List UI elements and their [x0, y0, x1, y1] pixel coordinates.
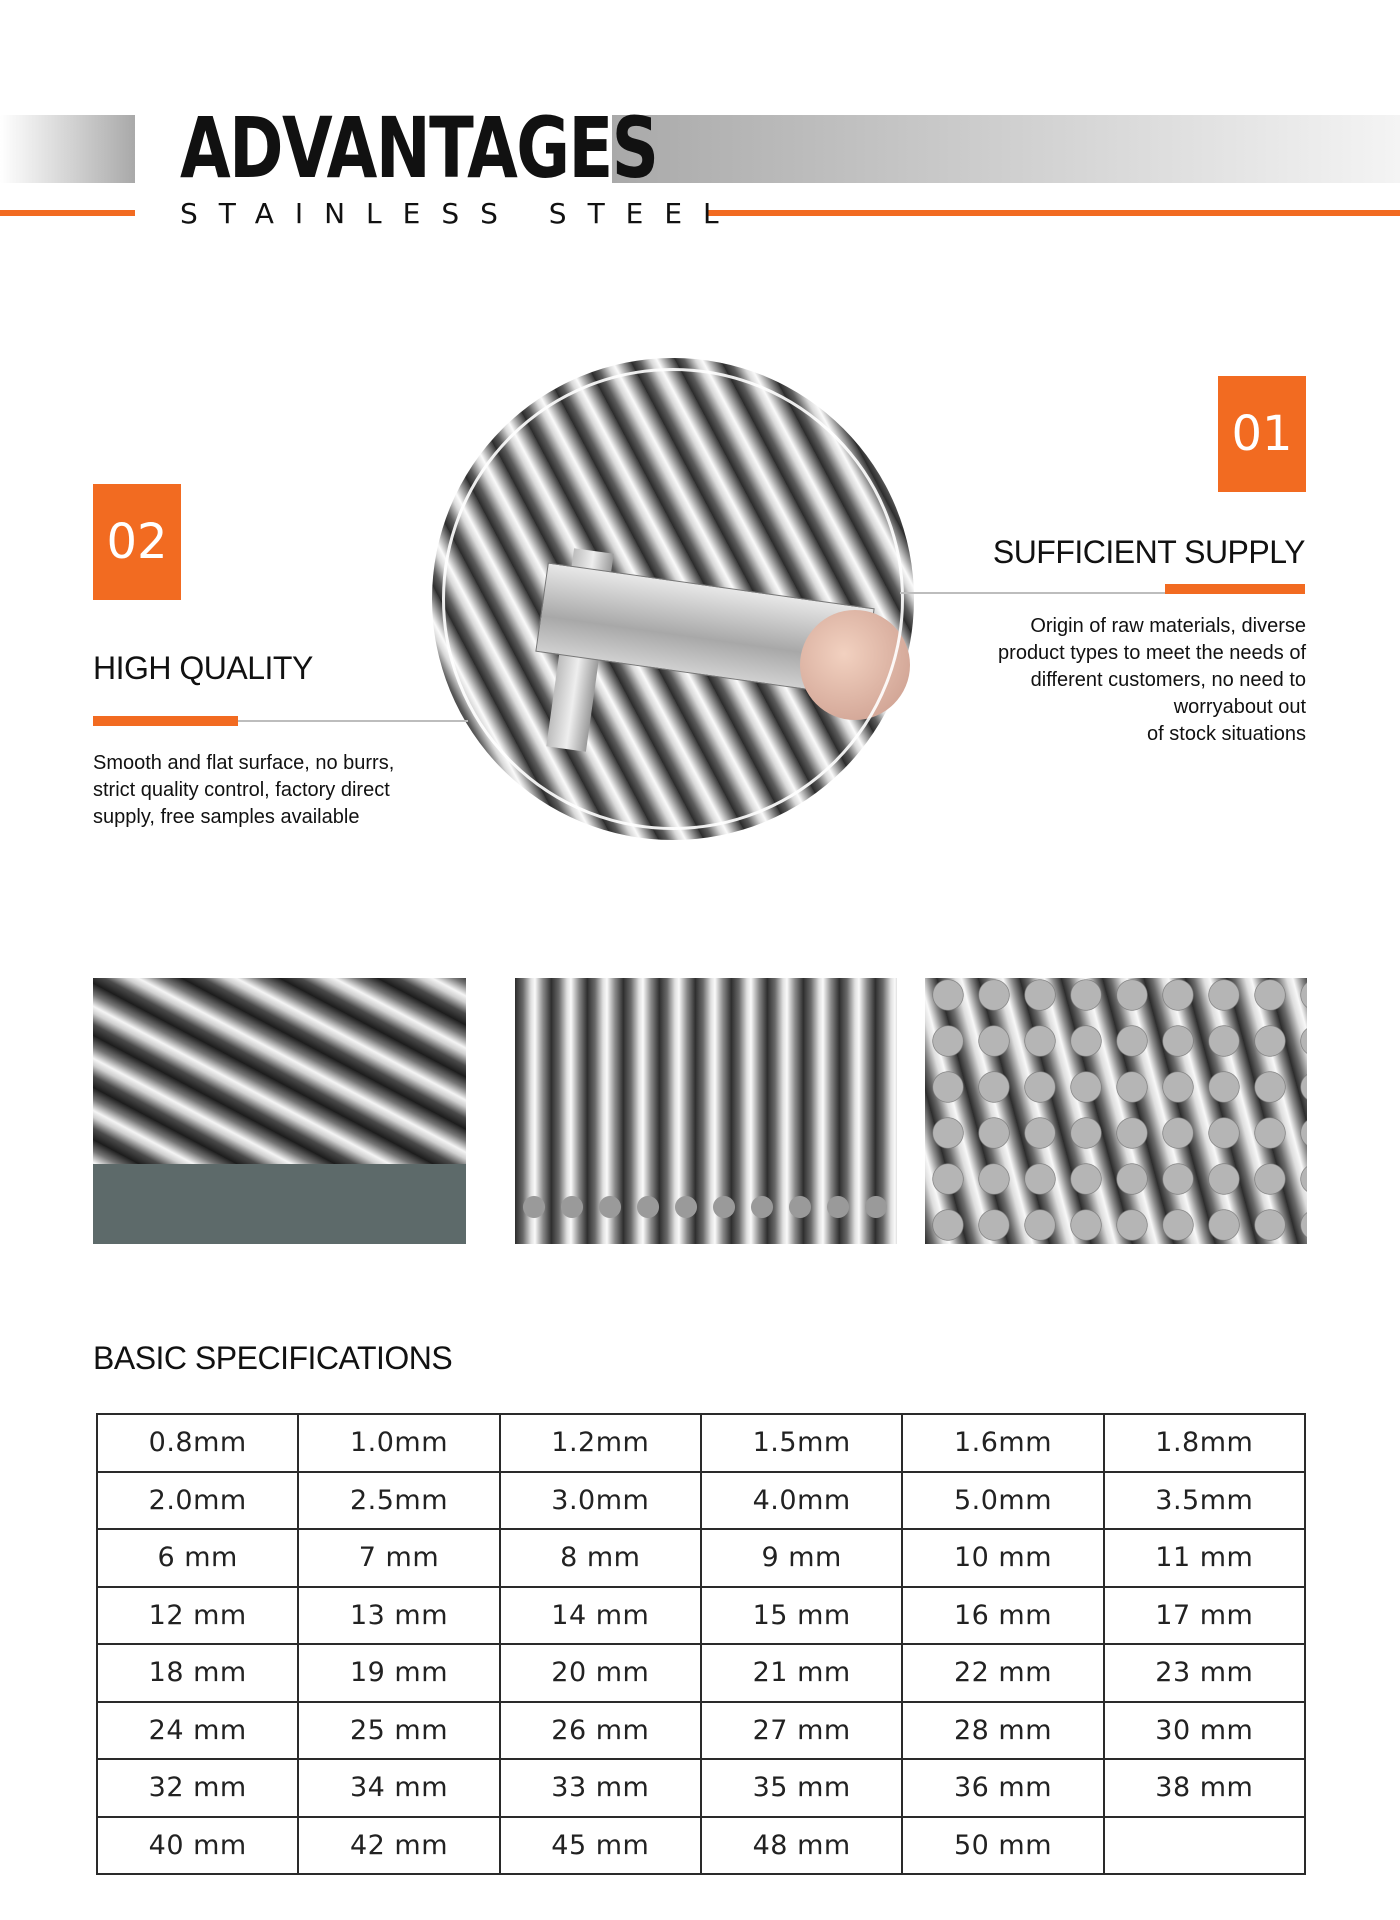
spec-cell: 17 mm	[1104, 1587, 1305, 1645]
spec-cell: 45 mm	[500, 1817, 701, 1875]
spec-cell: 21 mm	[701, 1644, 902, 1702]
spec-cell: 7 mm	[298, 1529, 499, 1587]
table-row	[97, 1587, 1305, 1645]
photo-ring	[442, 368, 904, 830]
spec-cell: 32 mm	[97, 1759, 298, 1817]
spec-cell: 2.5mm	[298, 1472, 499, 1530]
spec-cell	[1104, 1817, 1305, 1875]
spec-cell: 1.8mm	[1104, 1414, 1305, 1472]
table-row	[97, 1472, 1305, 1530]
description-line: Smooth and flat surface, no burrs,	[93, 752, 395, 774]
spec-cell: 8 mm	[500, 1529, 701, 1587]
spec-cell: 38 mm	[1104, 1759, 1305, 1817]
table-row	[97, 1759, 1305, 1817]
spec-cell: 19 mm	[298, 1644, 499, 1702]
spec-cell: 18 mm	[97, 1644, 298, 1702]
spec-cell: 42 mm	[298, 1817, 499, 1875]
spec-cell: 26 mm	[500, 1702, 701, 1760]
spec-cell: 40 mm	[97, 1817, 298, 1875]
spec-cell: 22 mm	[902, 1644, 1103, 1702]
spec-cell: 13 mm	[298, 1587, 499, 1645]
spec-cell: 16 mm	[902, 1587, 1103, 1645]
description-line: different customers, no need to	[1030, 669, 1306, 691]
spec-cell: 27 mm	[701, 1702, 902, 1760]
spec-cell: 3.5mm	[1104, 1472, 1305, 1530]
spec-cell: 23 mm	[1104, 1644, 1305, 1702]
spec-cell: 24 mm	[97, 1702, 298, 1760]
spec-cell: 6 mm	[97, 1529, 298, 1587]
spec-cell: 50 mm	[902, 1817, 1103, 1875]
header-orange-line-left	[0, 210, 135, 216]
description-line: of stock situations	[1147, 723, 1306, 745]
table-row	[97, 1817, 1305, 1875]
spec-cell: 0.8mm	[97, 1414, 298, 1472]
specifications-table	[96, 1413, 1306, 1875]
product-photo-bar-ends	[515, 978, 897, 1244]
advantage-number-badge: 02	[93, 484, 181, 600]
spec-cell: 33 mm	[500, 1759, 701, 1817]
table-row	[97, 1529, 1305, 1587]
spec-cell: 48 mm	[701, 1817, 902, 1875]
advantage-underline-accent	[93, 716, 238, 726]
spec-cell: 36 mm	[902, 1759, 1103, 1817]
advantage-title-high-quality: HIGH QUALITY	[93, 650, 313, 686]
spec-cell: 20 mm	[500, 1644, 701, 1702]
spec-cell: 5.0mm	[902, 1472, 1103, 1530]
header-gradient-bar-right	[612, 115, 1400, 183]
specifications-title: BASIC SPECIFICATIONS	[93, 1340, 453, 1376]
product-photo-bar-bundle	[925, 978, 1307, 1244]
description-line: worryabout out	[1173, 696, 1306, 718]
header-orange-line-right	[706, 210, 1400, 216]
table-row	[97, 1644, 1305, 1702]
description-line: supply, free samples available	[93, 806, 360, 828]
description-line: Origin of raw materials, diverse	[1030, 615, 1306, 637]
spec-cell: 1.2mm	[500, 1414, 701, 1472]
description-line: product types to meet the needs of	[998, 642, 1306, 664]
spec-cell: 11 mm	[1104, 1529, 1305, 1587]
spec-cell: 34 mm	[298, 1759, 499, 1817]
advantage-number-badge: 01	[1218, 376, 1306, 492]
advantage-description-sufficient-supply	[940, 613, 1306, 748]
table-row	[97, 1702, 1305, 1760]
spec-cell: 30 mm	[1104, 1702, 1305, 1760]
spec-cell: 28 mm	[902, 1702, 1103, 1760]
spec-cell: 12 mm	[97, 1587, 298, 1645]
spec-cell: 4.0mm	[701, 1472, 902, 1530]
advantage-connector-line	[900, 592, 1165, 594]
advantage-underline-accent	[1165, 584, 1305, 594]
spec-cell: 25 mm	[298, 1702, 499, 1760]
spec-cell: 10 mm	[902, 1529, 1103, 1587]
header-gradient-bar-left	[0, 115, 135, 183]
spec-cell: 1.6mm	[902, 1414, 1103, 1472]
advantage-description-high-quality	[93, 750, 453, 831]
advantage-connector-line	[238, 720, 468, 722]
spec-cell: 14 mm	[500, 1587, 701, 1645]
spec-cell: 1.0mm	[298, 1414, 499, 1472]
table-row	[97, 1414, 1305, 1472]
spec-cell: 1.5mm	[701, 1414, 902, 1472]
product-photo-bars-stack	[93, 978, 466, 1244]
page-subtitle: STAINLESS STEEL	[180, 197, 740, 230]
spec-cell: 2.0mm	[97, 1472, 298, 1530]
spec-cell: 15 mm	[701, 1587, 902, 1645]
description-line: strict quality control, factory direct	[93, 779, 390, 801]
advantage-title-sufficient-supply: SUFFICIENT SUPPLY	[992, 534, 1305, 570]
spec-cell: 3.0mm	[500, 1472, 701, 1530]
spec-cell: 35 mm	[701, 1759, 902, 1817]
spec-cell: 9 mm	[701, 1529, 902, 1587]
page-title: ADVANTAGES	[180, 99, 658, 197]
